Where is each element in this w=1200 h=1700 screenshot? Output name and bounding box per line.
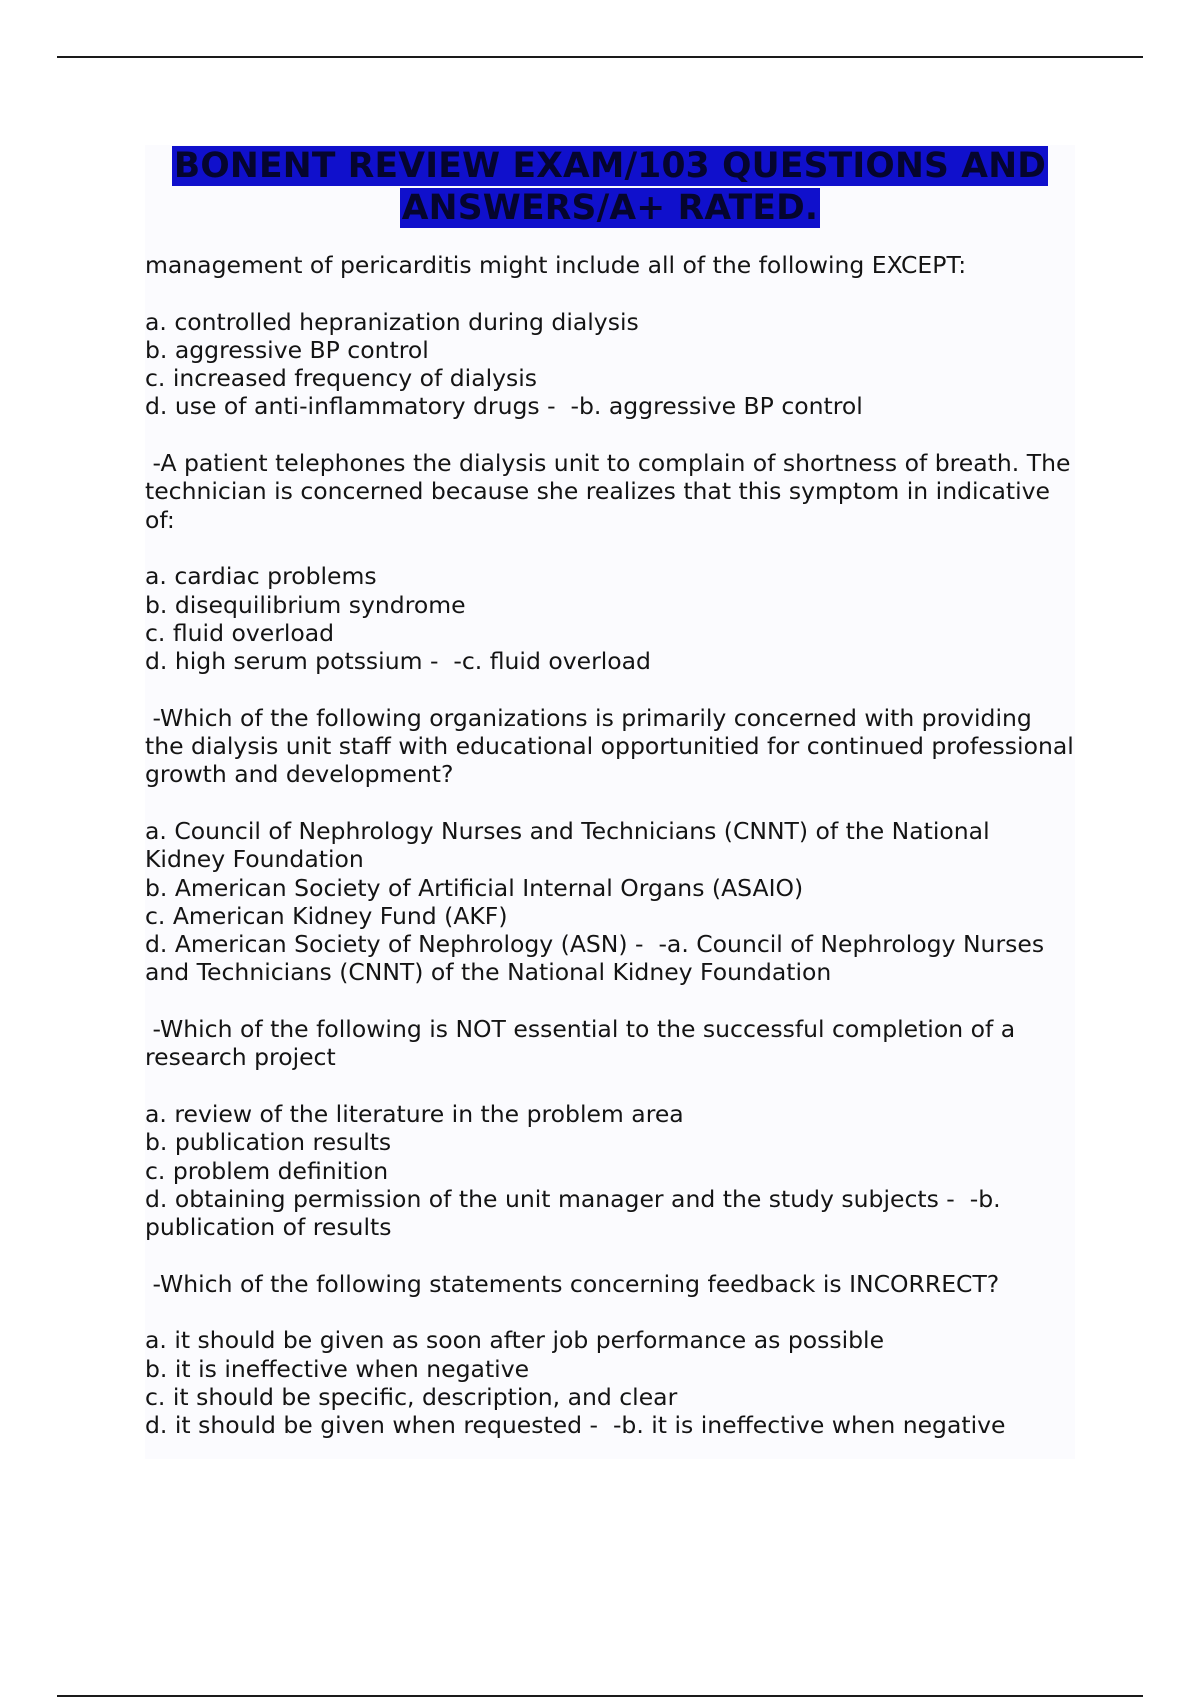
answer-option: c. fluid overload	[145, 618, 335, 647]
question-prompt: -Which of the following organizations is primarily concerned with providing the dialysis unit staff with educational opportunitied for continued professional growth and development?	[145, 703, 1082, 789]
answer-option: b. American Society of Artificial Internal Organs (ASAIO)	[145, 873, 804, 902]
question-prompt: -A patient telephones the dialysis unit to complain of shortness of breath. The technician is concerned because she realizes that this symptom in indicative of:	[145, 449, 1078, 534]
answer-option: b. aggressive BP control	[145, 335, 429, 364]
answer-option: b. it is ineffective when negative	[145, 1354, 530, 1383]
answer-option: b. disequilibrium syndrome	[145, 590, 466, 619]
answer-option: d. high serum potssium - -c. fluid overload	[145, 647, 651, 676]
answer-option: c. problem definition	[145, 1156, 389, 1185]
question-prompt: management of pericarditis might include all of the following EXCEPT:	[145, 251, 967, 279]
question-prompt: -Which of the following is NOT essential to the successful completion of a research project	[145, 1015, 1023, 1072]
top-rule	[57, 56, 1143, 58]
answer-option: b. publication results	[145, 1128, 392, 1157]
answer-option: c. increased frequency of dialysis	[145, 364, 538, 393]
answer-option: a. cardiac problems	[145, 562, 377, 591]
answer-option: c. American Kidney Fund (AKF)	[145, 901, 508, 930]
answer-option: a. review of the literature in the problem area	[145, 1099, 684, 1128]
question-block	[145, 703, 1082, 987]
answer-option: a. controlled hepranization during dialysis	[145, 307, 639, 336]
question-block	[145, 1015, 1075, 1241]
answer-option: d. it should be given when requested - -b. it is ineffective when negative	[145, 1411, 1006, 1440]
answer-option: a. it should be given as soon after job performance as possible	[145, 1326, 885, 1355]
answer-option: a. Council of Nephrology Nurses and Technicians (CNNT) of the National Kidney Foundation	[145, 816, 998, 874]
answer-option: c. it should be specific, description, and clear	[145, 1382, 678, 1411]
bottom-rule	[57, 1695, 1143, 1697]
question-prompt: -Which of the following statements concerning feedback is INCORRECT?	[145, 1269, 1000, 1298]
answer-option: d. American Society of Nephrology (ASN) - -a. Council of Nephrology Nurses and Technicians (CNNT) of the National Kidney Foundation	[145, 930, 1052, 987]
document-body	[145, 145, 1082, 1459]
question-block	[145, 449, 1078, 676]
answer-option: d. use of anti-inflammatory drugs - -b. aggressive BP control	[145, 392, 863, 421]
answer-option: d. obtaining permission of the unit manager and the study subjects - -b. publication of results	[145, 1184, 1009, 1242]
document-title: BONENT REVIEW EXAM/103 QUESTIONS AND ANSWERS/A+ RATED.	[173, 146, 1047, 228]
question-block	[145, 1270, 1075, 1440]
question-block	[145, 251, 1075, 421]
